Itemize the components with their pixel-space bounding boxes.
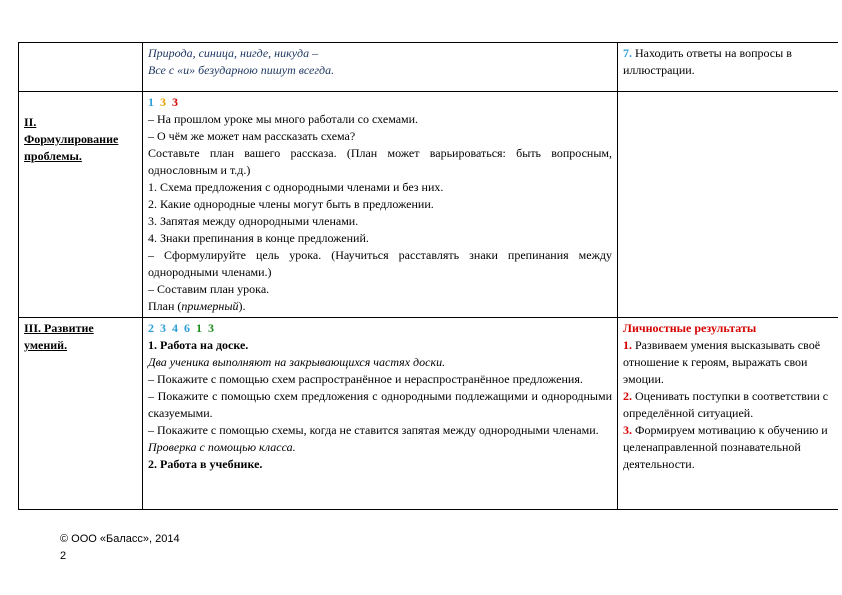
result-item: 1. Развиваем умения высказывать своё отношение к героям, выражать свои эмоции. [623,338,821,386]
results-title: Личностные результаты [623,321,757,335]
plan-item: 1. Схема предложения с однородными членами и без них. [148,180,444,194]
result-cell [618,92,839,318]
plan-line: План (примерный). [148,299,246,313]
slide-number: 3 [160,95,166,109]
section-heading: 2. Работа в учебнике. [148,457,263,471]
content-cell [143,318,618,510]
plan-item: 2. Какие однородные члены могут быть в предложении. [148,197,434,211]
italic-note: Проверка с помощью класса. [148,440,296,454]
stage-number: II. [24,115,37,129]
text-line: Составьте план вашего рассказа. (План может варьироваться: быть вопросным, однословным и т.д.) [148,146,612,177]
result-cell [618,43,839,92]
table-row [19,92,839,318]
page-number: 2 [60,550,67,562]
stage-cell [19,43,143,92]
result-number: 7. [623,46,632,60]
content-cell [143,92,618,318]
plan-italic: примерный [181,299,239,313]
slide-number: 6 [184,321,190,335]
result-item: 3. Формируем мотивацию к обучению и целенаправленной познавательной деятельности. [623,423,828,471]
slide-number: 4 [172,321,178,335]
stage-cell [19,318,143,510]
stage-title: Формулирование проблемы. [24,132,119,163]
section-heading: 1. Работа на доске. [148,338,249,352]
text-line: – Составим план урока. [148,282,270,296]
slide-number: 3 [160,321,166,335]
slide-number: 3 [172,95,178,109]
slide-number: 1 [148,95,154,109]
slide-numbers [148,320,612,337]
verse-line-1: Природа, синица, нигде, никуда – [148,46,319,60]
content-cell [143,43,618,92]
result-text: Находить ответы на вопросы в иллюстрации. [623,46,792,77]
text-line: – Покажите с помощью схем предложения с однородными подлежащими и однородными сказуемыми. [148,389,612,420]
plan-item: 3. Запятая между однородными членами. [148,214,359,228]
slide-number: 3 [208,321,214,335]
table-row [19,43,839,92]
text-line: – Покажите с помощью схем распространённое и нераспространённое предложения. [148,372,583,386]
verse-line-2: Все с «и» безударною пишут всегда. [148,63,335,77]
slide-number: 1 [196,321,202,335]
slide-numbers [148,94,612,111]
slide-number: 2 [148,321,154,335]
text-line: – На прошлом уроке мы много работали со схемами. [148,112,419,126]
italic-note: Два ученика выполняют на закрывающихся частях доски. [148,355,446,369]
lesson-table [18,42,838,510]
copyright-footer: © ООО «Баласс», 2014 [60,533,180,545]
text-line: – О чём же может нам рассказать схема? [148,129,356,143]
text-line: – Покажите с помощью схемы, когда не ставится запятая между однородными членами. [148,423,599,437]
result-cell [618,318,839,510]
result-item: 2. Оценивать поступки в соответствии с определённой ситуацией. [623,389,829,420]
plan-item: 4. Знаки препинания в конце предложений. [148,231,369,245]
text-line: – Сформулируйте цель урока. (Научиться расставлять знаки препинания между однородными членами.) [148,248,612,279]
table-row [19,318,839,510]
stage-number-title: III. Развитие умений. [24,321,94,352]
stage-cell [19,92,143,318]
